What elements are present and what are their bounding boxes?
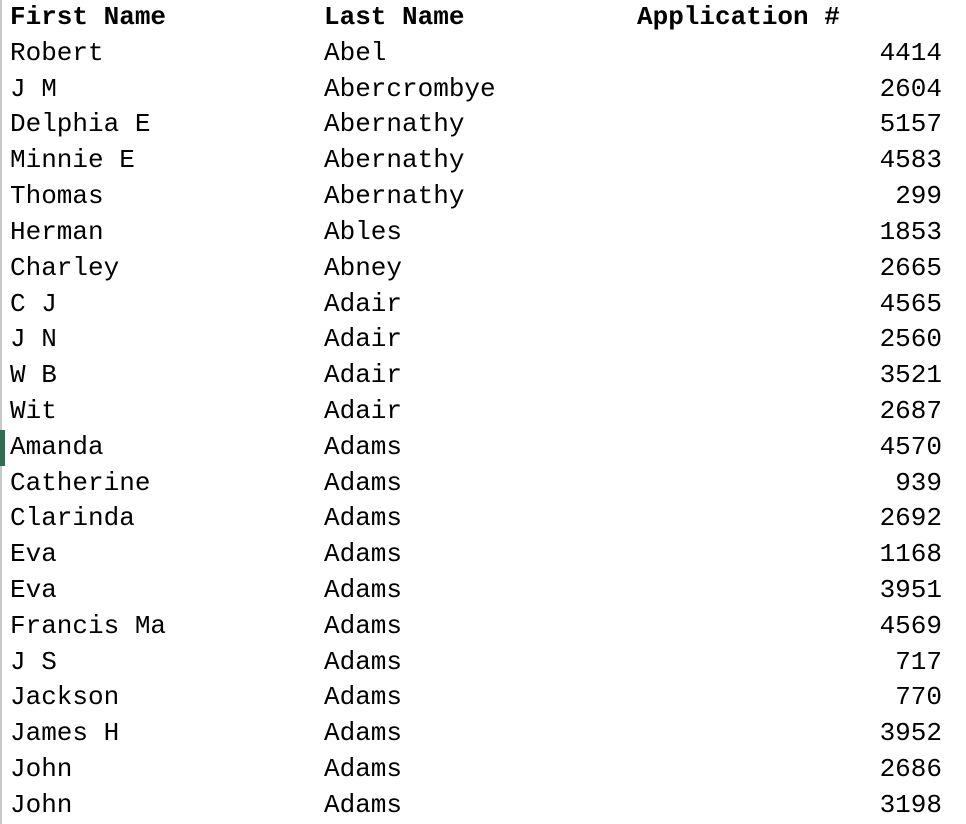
first-name-cell: Minnie E — [10, 145, 135, 176]
last-name-cell: Adams — [324, 575, 403, 605]
last-name-cell: Adams — [324, 610, 403, 641]
application-number-cell: 939 — [895, 467, 942, 498]
first-name-cell: James H — [10, 718, 120, 749]
first-name-cell: Eva — [10, 575, 57, 605]
first-name-cell: Francis Ma — [10, 610, 167, 641]
first-name-cell: J S — [10, 646, 57, 677]
last-name-cell: Adams — [324, 467, 403, 498]
last-name-cell: Adams — [324, 718, 403, 749]
first-name-cell: Clarinda — [10, 503, 135, 534]
first-name-cell: J M — [10, 73, 57, 104]
application-number-cell: 1168 — [879, 539, 942, 570]
first-name-cell: Catherine — [10, 467, 151, 498]
application-number-cell: 3521 — [879, 360, 942, 391]
table-row[interactable] — [2, 107, 966, 143]
first-name-cell: John — [10, 754, 73, 785]
table-row[interactable] — [2, 466, 966, 502]
table-row[interactable] — [2, 143, 966, 179]
application-number-cell: 5157 — [879, 109, 942, 140]
last-name-cell: Adams — [324, 431, 403, 462]
table-row[interactable] — [2, 501, 966, 537]
first-name-cell: Wit — [10, 395, 57, 426]
last-name-cell: Adair — [324, 324, 403, 355]
table-row[interactable] — [2, 645, 966, 681]
last-name-cell: Abel — [324, 37, 387, 68]
application-number-cell: 2665 — [879, 252, 942, 283]
last-name-cell: Adams — [324, 682, 403, 713]
application-number-cell: 2687 — [879, 395, 942, 426]
last-name-cell: Abernathy — [324, 109, 465, 140]
application-number-cell: 3951 — [879, 575, 942, 605]
last-name-cell: Adams — [324, 789, 403, 820]
selected-row-indicator — [0, 430, 5, 466]
last-name-cell: Adair — [324, 360, 403, 391]
application-number-cell: 3952 — [879, 718, 942, 749]
application-number-cell: 2560 — [879, 324, 942, 355]
last-name-cell: Adams — [324, 539, 403, 570]
table-row[interactable] — [2, 251, 966, 287]
application-number-cell: 4583 — [879, 145, 942, 176]
first-name-cell: John — [10, 789, 73, 820]
application-number-cell: 4569 — [879, 610, 942, 641]
column-header-application-number: Application # — [637, 2, 840, 32]
table-row[interactable] — [2, 573, 966, 609]
last-name-cell: Adair — [324, 288, 403, 319]
table-row[interactable] — [2, 537, 966, 573]
table-row[interactable] — [2, 215, 966, 251]
first-name-cell: J N — [10, 324, 57, 355]
table-row[interactable] — [2, 680, 966, 716]
application-number-cell: 717 — [895, 646, 942, 677]
application-number-cell: 770 — [895, 682, 942, 713]
first-name-cell: Jackson — [10, 682, 120, 713]
application-number-cell: 4414 — [879, 37, 942, 68]
last-name-cell: Adams — [324, 754, 403, 785]
table-row[interactable] — [2, 609, 966, 645]
application-number-cell: 2692 — [879, 503, 942, 534]
table-row[interactable] — [2, 788, 966, 824]
table-row[interactable] — [2, 358, 966, 394]
first-name-cell: Amanda — [10, 431, 104, 462]
first-name-cell: Charley — [10, 252, 120, 283]
table-row[interactable] — [2, 179, 966, 215]
last-name-cell: Abney — [324, 252, 403, 283]
application-number-cell: 299 — [895, 181, 942, 212]
table-row[interactable] — [2, 287, 966, 323]
application-number-cell: 3198 — [879, 789, 942, 820]
table-row[interactable] — [2, 430, 966, 466]
last-name-cell: Abernathy — [324, 145, 465, 176]
application-number-cell: 4570 — [879, 431, 942, 462]
table-row[interactable] — [2, 72, 966, 108]
first-name-cell: Herman — [10, 216, 104, 247]
last-name-cell: Ables — [324, 216, 403, 247]
table-row[interactable] — [2, 752, 966, 788]
table-row[interactable] — [2, 394, 966, 430]
last-name-cell: Adams — [324, 503, 403, 534]
first-name-cell: Robert — [10, 37, 104, 68]
first-name-cell: Eva — [10, 539, 57, 570]
application-number-cell: 4565 — [879, 288, 942, 319]
first-name-cell: Thomas — [10, 181, 104, 212]
column-header-first-name: First Name — [10, 2, 167, 32]
first-name-cell: Delphia E — [10, 109, 151, 140]
application-number-cell: 2604 — [879, 73, 942, 104]
application-number-cell: 1853 — [879, 216, 942, 247]
last-name-cell: Abercrombye — [324, 73, 496, 104]
last-name-cell: Adams — [324, 646, 403, 677]
table-header-row — [2, 0, 966, 36]
last-name-cell: Adair — [324, 395, 403, 426]
first-name-cell: W B — [10, 360, 57, 391]
table-row[interactable] — [2, 716, 966, 752]
table-body — [2, 36, 966, 824]
column-header-last-name: Last Name — [324, 2, 465, 32]
first-name-cell: C J — [10, 288, 57, 319]
application-number-cell: 2686 — [879, 754, 942, 785]
last-name-cell: Abernathy — [324, 181, 465, 212]
table-row[interactable] — [2, 36, 966, 72]
table-row[interactable] — [2, 322, 966, 358]
